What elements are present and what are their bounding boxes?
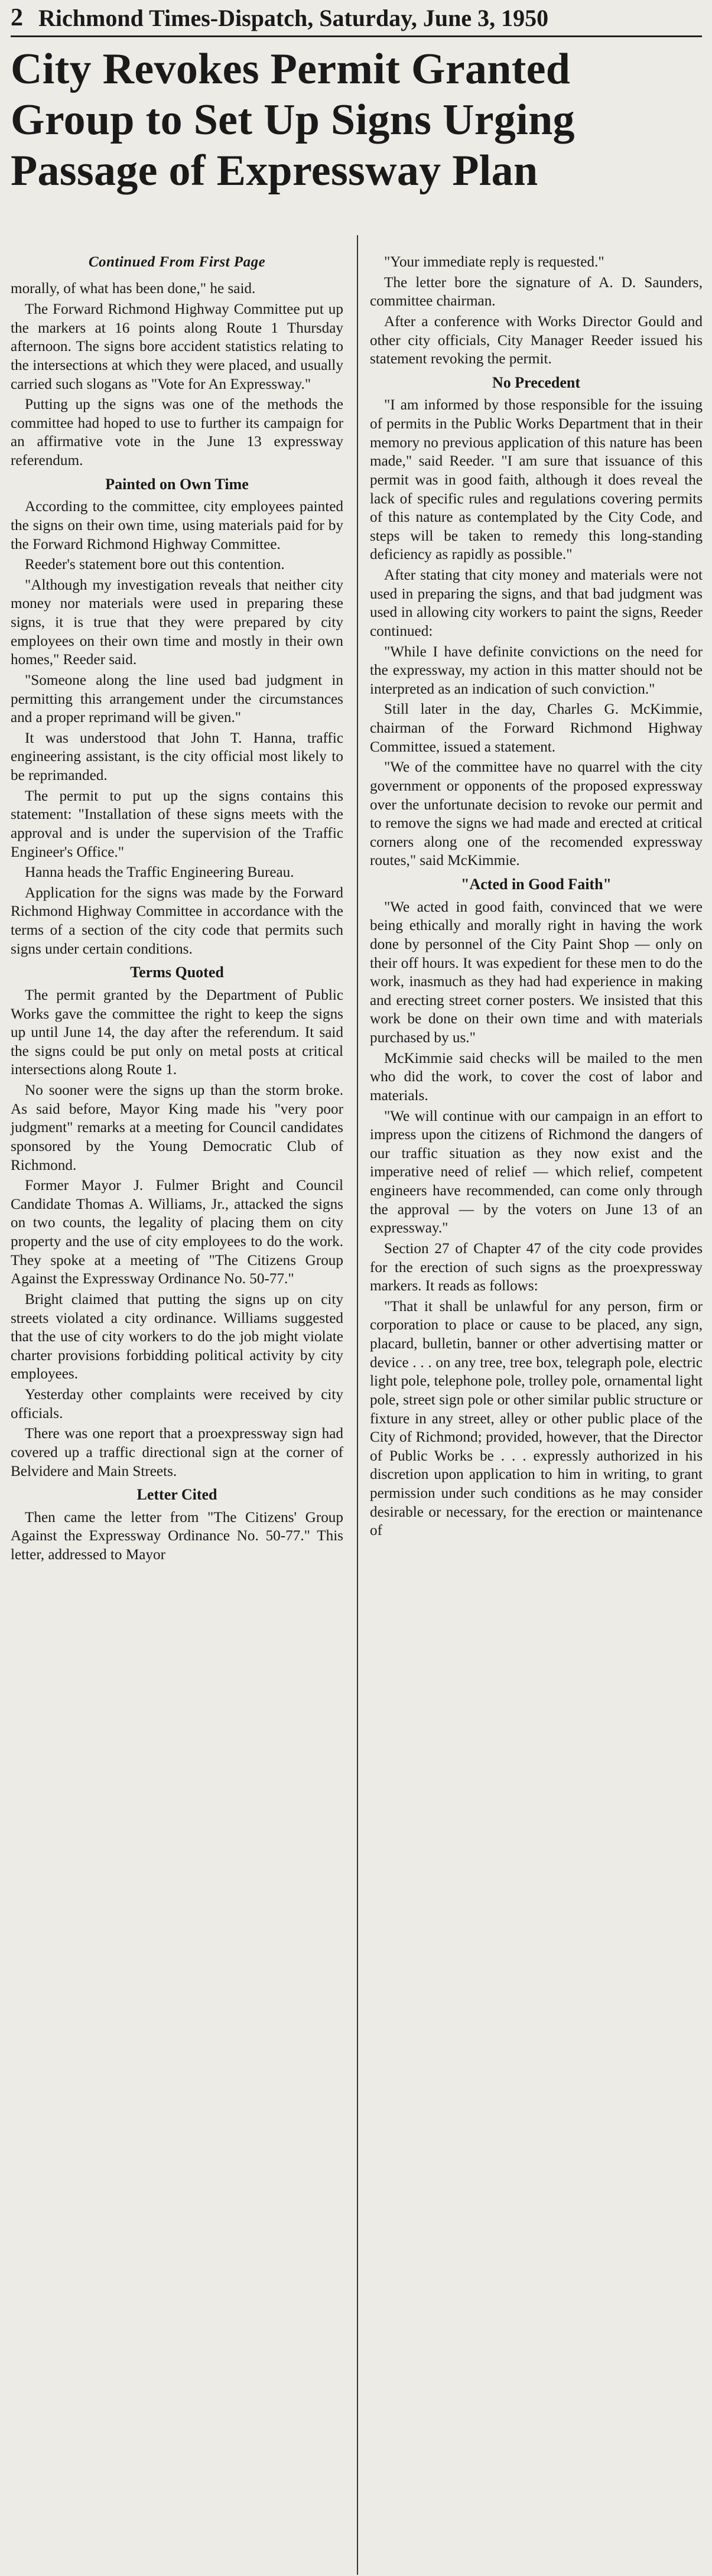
paragraph: "We of the committee have no quarrel with the city government or opponents of the proposed expressway over the unfortunate decision to revoke our permit and to remove the signs we had made and erected at critical corners along one of the recomended expressway routes," said McKimmie.: [370, 759, 703, 869]
paragraph: No sooner were the signs up than the storm broke. As said before, Mayor King made his "very poor judgment" remarks at a meeting for Council candidates sponsored by the Young Democratic Club of Richmond.: [11, 1082, 343, 1173]
paragraph: Section 27 of Chapter 47 of the city code provides for the erection of such signs as the proexpressway markers. It reads as follows:: [370, 1240, 703, 1294]
paragraph: The permit granted by the Department of Public Works gave the committee the right to keep the signs up until June 14, the day after the referendum. It said the signs could be put only on metal posts at critical intersections along Route 1.: [11, 987, 343, 1078]
left-column: [11, 253, 343, 1566]
paragraph: Former Mayor J. Fulmer Bright and Council Candidate Thomas A. Williams, Jr., attacked the signs on two counts, the legality of placing them on city property and the use of city employees to do the work. They spoke at a meeting of "The Citizens Group Against the Expressway Ordinance No. 50-77.": [11, 1178, 343, 1287]
page-number: 2: [11, 4, 23, 31]
paragraph: It was understood that John T. Hanna, traffic engineering assistant, is the city official most likely to be reprimanded.: [11, 730, 343, 783]
column-rule: [357, 235, 358, 2575]
paragraph: "Although my investigation reveals that neither city money nor materials were used in preparing these signs, it is true that they were prepared by city employees on their own time and mostly in their own homes," Reeder said.: [11, 577, 343, 668]
paragraph: The letter bore the signature of A. D. Saunders, committee chairman.: [370, 274, 703, 310]
paragraph: After a conference with Works Director Gould and other city officials, City Manager Reeder issued his statement revoking the permit.: [370, 313, 703, 367]
paragraph: The permit to put up the signs contains this statement: "Installation of these signs meets with the approval and is under the supervision of the Traffic Engineer's Office.": [11, 788, 343, 860]
subhead: "Acted in Good Faith": [461, 876, 612, 893]
right-column: [370, 253, 703, 1542]
paragraph: Application for the signs was made by the Forward Richmond Highway Committee in accordance with the terms of a section of the city code that permits such signs under certain conditions.: [11, 884, 343, 957]
paragraph: "Someone along the line used bad judgment in permitting this arrangement under the circumstances and a proper reprimand will be given.": [11, 672, 343, 726]
masthead: [11, 0, 702, 37]
paragraph: "We will continue with our campaign in an effort to impress upon the citizens of Richmond the dangers of our traffic situation as they now exist and the imperative need of relief — which relief, competent engineers have recommended, can come only through the approval — by the voters on June 13 of an expressway.": [370, 1108, 703, 1237]
paragraph: Then came the letter from "The Citizens' Group Against the Expressway Ordinance No. 50-77." This letter, addressed to Mayor: [11, 1509, 343, 1563]
continued-line: Continued From First Page: [88, 254, 266, 270]
headline: City Revokes Permit Granted Group to Set Up Signs Urging Passage of Expressway Plan: [11, 45, 575, 195]
paragraph: There was one report that a proexpressway sign had covered up a traffic directional sign at the corner of Belvidere and Main Streets.: [11, 1426, 343, 1479]
dateline: Richmond Times-Dispatch, Saturday, June 3, 1950: [38, 4, 549, 31]
paragraph: Bright claimed that putting the signs up on city streets violated a city ordinance. Williams suggested that the use of city workers to do the job might violate charter provisions forbidding political activity by city employees.: [11, 1291, 343, 1383]
subhead: Painted on Own Time: [105, 475, 249, 493]
paragraph: Still later in the day, Charles G. McKimmie, chairman of the Forward Richmond Highway Committee, issued a statement.: [370, 701, 703, 755]
paragraph: morally, of what has been done," he said.: [11, 281, 256, 297]
paragraph: After stating that city money and materials were not used in preparing the signs, and that bad judgment was used in allowing city workers to paint the signs, Reeder continued:: [370, 567, 703, 639]
paragraph: "I am informed by those responsible for the issuing of permits in the Public Works Department that in their memory no previous application of this nature has been made," said Reeder. "I am sure that issuance of this permit was in good faith, although it does reveal the lack of specific rules and regulations covering permits of this nature as contemplated by the City Code, and steps will be taken to remedy this long-standing deficiency as rapidly as possible.": [370, 397, 703, 563]
subhead: No Precedent: [492, 373, 580, 391]
paragraph: Hanna heads the Traffic Engineering Bureau.: [25, 864, 294, 881]
subhead: Letter Cited: [136, 1486, 217, 1504]
paragraph: McKimmie said checks will be mailed to the men who did the work, to cover the cost of labor and materials.: [370, 1050, 703, 1104]
paragraph: "Your immediate reply is requested.": [384, 254, 604, 270]
paragraph: "While I have definite convictions on the need for the expressway, my action in this matter should not be interpreted as an indication of such conviction.": [370, 643, 703, 697]
subhead: Terms Quoted: [130, 964, 224, 981]
paragraph: The Forward Richmond Highway Committee put up the markers at 16 points along Route 1 Thursday afternoon. The signs bore accident statistics relating to the intersections at which they were placed, and usually carried such slogans as "Vote for An Expressway.": [11, 301, 343, 392]
paragraph: According to the committee, city employees painted the signs on their own time, using materials paid for by the Forward Richmond Highway Committee.: [11, 499, 343, 552]
paragraph: Putting up the signs was one of the methods the committee had hoped to use to further its campaign for an affirmative vote in the June 13 expressway referendum.: [11, 396, 343, 469]
paragraph: Yesterday other complaints were received by city officials.: [11, 1387, 343, 1422]
paragraph: "That it shall be unlawful for any person, firm or corporation to place or cause to be placed, any sign, placard, bulletin, banner or other advertising matter or device . . . on any tree, tree box, telegraph pole, electric light pole, telephone pole, trolley pole, ornamental light pole, street sign pole or other similar public structure or fixture in any street, alley or other public place of the City of Richmond; provided, however, that the Director of Public Works be . . . expressly authorized in his discretion upon application to him in writing, to grant permission under such conditions as he may consider desirable or necessary, for the erection or maintenance of: [370, 1298, 703, 1539]
paragraph: "We acted in good faith, convinced that we were being ethically and morally right in having the work done by personnel of the City Paint Shop — only on their off hours. It was expedient for these men to do the work, inasmuch as they had had experience in making and erecting street corner posters. We insisted that this work be done on their own time and with materials purchased by us.": [370, 899, 703, 1046]
paragraph: Reeder's statement bore out this contention.: [25, 557, 285, 573]
